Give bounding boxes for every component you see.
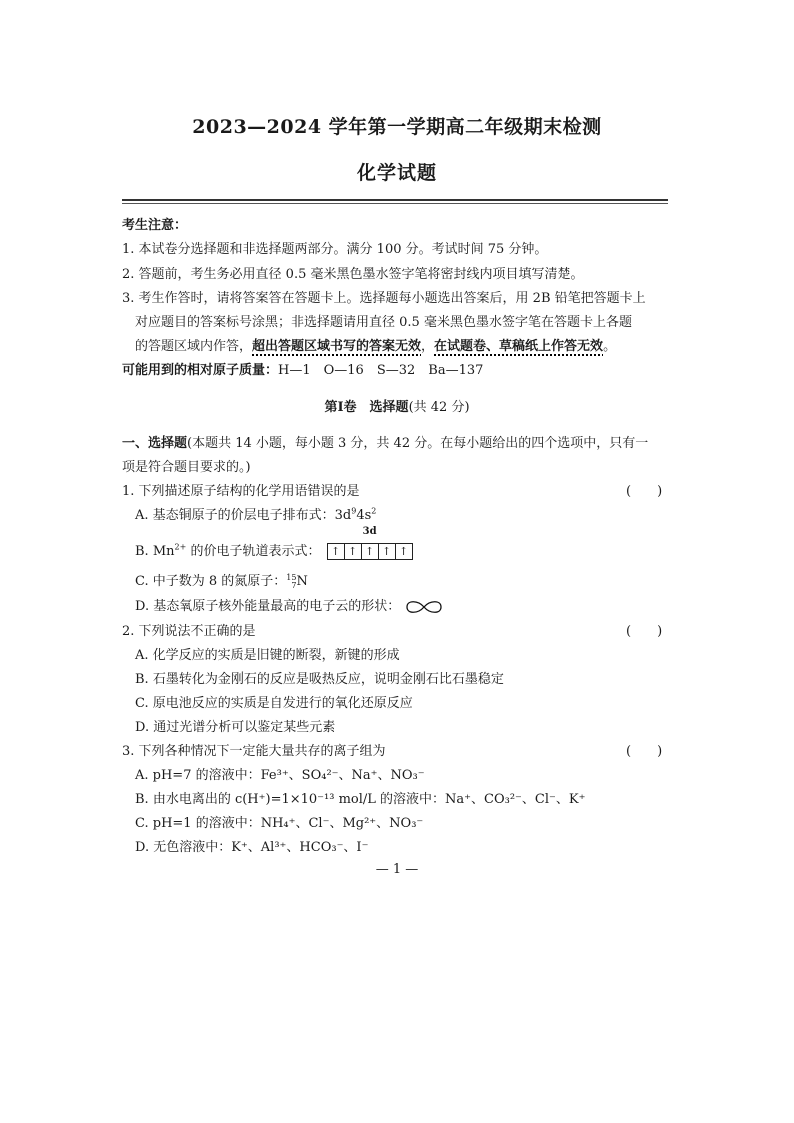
part-label: 一、选择题 (122, 436, 188, 451)
element-symbol: N (296, 574, 308, 589)
notice-item-2: 2. 答题前，考生务必用直径 0.5 毫米黑色墨水签字笔将密封线内项目填写清楚。 (122, 267, 584, 282)
part-description-line-2: 项是符合题目要求的。) (122, 460, 251, 475)
option-d-text: D. 基态氧原子核外能量最高的电子云的形状： (135, 599, 401, 614)
question-2-stem: 2. 下列说法不正确的是 (122, 624, 256, 639)
question-3-option-b: B. 由水电离出的 c(H⁺)=1×10⁻¹³ mol/L 的溶液中：Na⁺、CO₃²⁻、Cl⁻、K⁺ (135, 792, 586, 807)
orbital-box-arrow: ↑ (398, 545, 409, 558)
superscript: 2 (371, 506, 377, 516)
question-2-option-a: A. 化学反应的实质是旧键的断裂，新键的形成 (135, 648, 400, 663)
header-rule-thin (122, 203, 668, 204)
orbital-box-arrow: ↑ (328, 544, 345, 559)
question-3-option-a: A. pH=7 的溶液中：Fe³⁺、SO₄²⁻、Na⁺、NO₃⁻ (135, 768, 425, 783)
question-3-answer-blank: ( ) (626, 744, 663, 759)
orbital-box-arrow: ↑ (345, 544, 362, 559)
part-description-line-1 (122, 432, 648, 451)
question-1-answer-blank: ( ) (626, 484, 663, 499)
question-2-option-b: B. 石墨转化为金刚石的反应是吸热反应，说明金刚石比石墨稳定 (135, 672, 504, 687)
orbital-label: 3d (362, 526, 377, 537)
question-2-answer-blank: ( ) (626, 624, 663, 639)
p-orbital-dumbbell-icon (404, 600, 444, 614)
exam-title: 2023—2024 学年第一学期高二年级期末检测 (192, 116, 602, 138)
page-number: — 1 — (375, 862, 419, 877)
orbital-box-arrow: ↑ (379, 544, 396, 559)
orbital-box-arrow: ↑ (362, 544, 379, 559)
atomic-mass-line (122, 359, 483, 378)
atomic-mass-label: 可能用到的相对原子质量： (122, 363, 279, 378)
exam-subtitle: 化学试题 (356, 162, 437, 184)
notice-item-3-line-3 (135, 335, 616, 354)
section-title-main: 第Ⅰ卷 选择题 (324, 400, 409, 415)
notice-item-3-line-2: 对应题目的答案标号涂黑；非选择题请用直径 0.5 毫米黑色墨水签字笔在答题卡上各题 (135, 315, 632, 330)
option-c-text: C. 中子数为 8 的氮原子： (135, 574, 287, 589)
question-1-option-c (135, 570, 308, 590)
isotope-numbers (286, 574, 296, 590)
superscript: 9 (351, 506, 357, 516)
orbital-diagram (327, 526, 413, 560)
notice-emphasis-2: 在试题卷、草稿纸上作答无效 (434, 339, 604, 354)
notice-plain-text: 的答题区域内作答， (135, 339, 253, 354)
question-2-option-d: D. 通过光谱分析可以鉴定某些元素 (135, 720, 336, 735)
section-title-note: (共 42 分) (408, 400, 470, 415)
question-2-option-c: C. 原电池反应的实质是自发进行的氧化还原反应 (135, 696, 413, 711)
question-3-stem: 3. 下列各种情况下一定能大量共存的离子组为 (122, 744, 386, 759)
mass-number: 15 (286, 572, 297, 582)
option-a-text-mid: 4s (356, 508, 372, 523)
section-title (0, 396, 794, 415)
option-a-text: A. 基态铜原子的价层电子排布式：3d (135, 508, 352, 523)
question-3-option-d: D. 无色溶液中：K⁺、Al³⁺、HCO₃⁻、I⁻ (135, 840, 369, 855)
atomic-number: 7 (291, 580, 297, 590)
question-1-option-d (135, 595, 444, 614)
notice-separator: ， (421, 339, 435, 354)
question-1-stem: 1. 下列描述原子结构的化学用语错误的是 (122, 484, 360, 499)
notice-end: 。 (603, 339, 617, 354)
superscript: 2+ (174, 542, 187, 552)
notice-heading: 考生注意： (122, 218, 188, 233)
question-1-option-b (135, 526, 413, 560)
question-3-option-c: C. pH=1 的溶液中：NH₄⁺、Cl⁻、Mg²⁺、NO₃⁻ (135, 816, 424, 831)
notice-item-3-line-1: 3. 考生作答时，请将答案答在答题卡上。选择题每小题选出答案后，用 2B 铅笔把答题卡上 (122, 291, 646, 306)
option-b-text: B. Mn (135, 544, 175, 559)
orbital-boxes (327, 543, 413, 560)
notice-item-1: 1. 本试卷分选择题和非选择题两部分。满分 100 分。考试时间 75 分钟。 (122, 242, 548, 257)
atomic-mass-values: H—1 O—16 S—32 Ba—137 (278, 363, 484, 378)
notice-emphasis-1: 超出答题区域书写的答案无效 (252, 339, 422, 354)
part-desc: (本题共 14 小题，每小题 3 分，共 42 分。在每小题给出的四个选项中，只有一 (187, 436, 649, 451)
header-rule (122, 199, 668, 201)
option-b-text-post: 的价电子轨道表示式： (186, 544, 321, 559)
question-1-option-a (135, 504, 376, 523)
